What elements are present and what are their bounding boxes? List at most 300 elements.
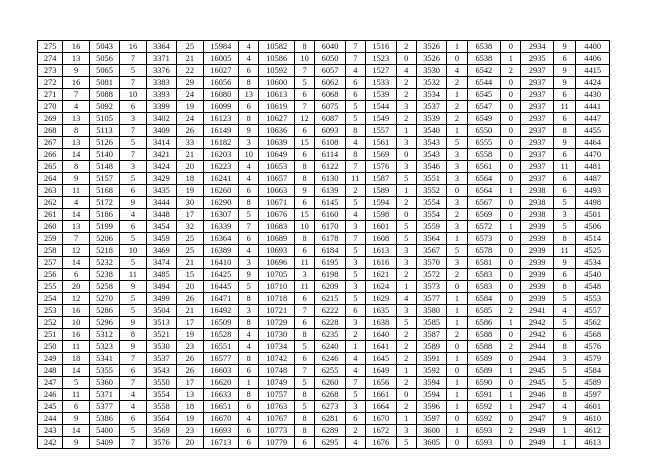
table-cell: 3587 — [416, 329, 446, 341]
table-cell: 3513 — [146, 317, 176, 329]
table-cell: 1 — [447, 293, 467, 305]
table-cell: 3 — [447, 149, 467, 161]
table-cell: 2947 — [521, 413, 554, 425]
table-cell: 1608 — [366, 233, 396, 245]
table-cell: 1561 — [366, 137, 396, 149]
table-cell: 10 — [120, 245, 146, 257]
table-cell: 6 — [294, 197, 314, 209]
table-cell: 6235 — [315, 329, 345, 341]
table-cell: 5 — [553, 293, 575, 305]
table-cell: 245 — [38, 401, 63, 413]
table-cell: 11 — [345, 173, 365, 185]
table-cell: 2939 — [521, 233, 554, 245]
table-cell: 4613 — [576, 437, 610, 449]
table-cell: 5360 — [89, 377, 119, 389]
table-cell: 8 — [345, 149, 365, 161]
table-cell: 6545 — [467, 89, 501, 101]
table-cell: 5 — [396, 221, 416, 233]
table-cell: 9 — [120, 197, 146, 209]
table-cell: 8 — [294, 413, 314, 425]
table-cell: 6170 — [315, 221, 345, 233]
table-cell: 6184 — [315, 245, 345, 257]
table-cell: 3 — [120, 113, 146, 125]
table-cell: 14 — [63, 425, 89, 437]
table-cell: 10689 — [259, 233, 295, 245]
table-cell: 1 — [553, 437, 575, 449]
table-cell: 5199 — [89, 221, 119, 233]
table-cell: 0 — [501, 329, 521, 341]
table-row — [38, 257, 610, 269]
table-cell: 8 — [294, 233, 314, 245]
table-cell: 9 — [553, 413, 575, 425]
table-cell: 6 — [294, 149, 314, 161]
table-cell: 1601 — [366, 221, 396, 233]
table-cell: 21 — [177, 149, 203, 161]
table-cell: 2938 — [521, 185, 554, 197]
table-cell: 2 — [396, 401, 416, 413]
table-row — [38, 245, 610, 257]
table-cell: 5323 — [89, 341, 119, 353]
table-row — [38, 269, 610, 281]
table-cell: 3504 — [146, 305, 176, 317]
table-cell: 2 — [501, 65, 521, 77]
table-cell: 4557 — [576, 305, 610, 317]
table-cell: 10663 — [259, 185, 295, 197]
table-cell: 7 — [63, 89, 89, 101]
table-cell: 10613 — [259, 89, 295, 101]
table-cell: 1672 — [366, 425, 396, 437]
table-cell: 272 — [38, 77, 63, 89]
table-cell: 3539 — [416, 113, 446, 125]
table-cell: 4 — [63, 101, 89, 113]
table-cell: 10676 — [259, 209, 295, 221]
table-cell: 3402 — [146, 113, 176, 125]
table-cell: 3 — [239, 257, 259, 269]
table-cell: 1 — [447, 41, 467, 53]
table-cell: 9 — [63, 173, 89, 185]
table-cell: 1 — [501, 53, 521, 65]
table-cell: 5 — [120, 257, 146, 269]
table-cell: 6578 — [467, 245, 501, 257]
table-cell: 5 — [553, 365, 575, 377]
table-cell: 3570 — [416, 257, 446, 269]
table-cell: 3550 — [146, 377, 176, 389]
table-cell: 1589 — [366, 185, 396, 197]
table-cell: 2937 — [521, 149, 554, 161]
table-cell: 10696 — [259, 257, 295, 269]
table-cell: 10627 — [259, 113, 295, 125]
table-cell: 3459 — [146, 233, 176, 245]
table-cell: 5140 — [89, 149, 119, 161]
table-cell: 260 — [38, 221, 63, 233]
table-cell: 242 — [38, 437, 63, 449]
table-cell: 0 — [501, 161, 521, 173]
table-cell: 4 — [239, 41, 259, 53]
table-cell: 10586 — [259, 53, 295, 65]
table-body — [38, 41, 610, 449]
table-cell: 1523 — [366, 53, 396, 65]
table-cell: 30 — [177, 197, 203, 209]
table-cell: 2 — [396, 89, 416, 101]
table-cell: 16633 — [203, 389, 239, 401]
table-cell: 3573 — [416, 281, 446, 293]
table-cell: 3521 — [146, 329, 176, 341]
table-cell: 9 — [294, 185, 314, 197]
table-cell: 32 — [177, 221, 203, 233]
table-cell: 273 — [38, 65, 63, 77]
table-cell: 2 — [396, 341, 416, 353]
table-cell: 6139 — [315, 185, 345, 197]
table-cell: 6586 — [467, 317, 501, 329]
table-cell: 6 — [294, 89, 314, 101]
table-cell: 3534 — [416, 89, 446, 101]
table-cell: 16 — [120, 41, 146, 53]
table-cell: 9 — [553, 41, 575, 53]
table-cell: 254 — [38, 293, 63, 305]
table-cell: 16670 — [203, 413, 239, 425]
table-cell: 6 — [294, 317, 314, 329]
table-cell: 259 — [38, 233, 63, 245]
table-cell: 5258 — [89, 281, 119, 293]
table-cell: 3526 — [416, 53, 446, 65]
table-cell: 3526 — [416, 41, 446, 53]
table-cell: 6558 — [467, 149, 501, 161]
table-cell: 246 — [38, 389, 63, 401]
table-cell: 2942 — [521, 317, 554, 329]
table-cell: 270 — [38, 101, 63, 113]
table-cell: 17 — [177, 317, 203, 329]
table-cell: 2 — [396, 377, 416, 389]
table-cell: 1 — [447, 89, 467, 101]
table-cell: 3564 — [416, 233, 446, 245]
table-cell: 6 — [120, 185, 146, 197]
table-cell: 1 — [501, 389, 521, 401]
table-cell: 10653 — [259, 161, 295, 173]
table-cell: 4562 — [576, 317, 610, 329]
table-cell: 4553 — [576, 293, 610, 305]
table-cell: 1676 — [366, 437, 396, 449]
table-cell: 0 — [501, 257, 521, 269]
table-cell: 2949 — [521, 437, 554, 449]
table-cell: 12 — [63, 245, 89, 257]
table-cell: 6122 — [315, 161, 345, 173]
table-cell: 3 — [294, 269, 314, 281]
table-cell: 4589 — [576, 377, 610, 389]
table-cell: 4579 — [576, 353, 610, 365]
table-cell: 6573 — [467, 233, 501, 245]
table-cell: 0 — [447, 53, 467, 65]
table-cell: 6130 — [315, 173, 345, 185]
table-cell: 16509 — [203, 317, 239, 329]
table-row — [38, 149, 610, 161]
table-cell: 7 — [120, 149, 146, 161]
table-cell: 8 — [239, 389, 259, 401]
table-cell: 5 — [447, 137, 467, 149]
table-cell: 0 — [501, 137, 521, 149]
table-cell: 10683 — [259, 221, 295, 233]
table-cell: 1613 — [366, 245, 396, 257]
table-cell: 3 — [345, 257, 365, 269]
table-cell: 6567 — [467, 197, 501, 209]
table-cell: 7 — [120, 125, 146, 137]
table-row — [38, 329, 610, 341]
table-cell: 2937 — [521, 65, 554, 77]
table-cell: 2 — [501, 305, 521, 317]
table-cell: 13 — [177, 389, 203, 401]
table-cell: 6289 — [315, 425, 345, 437]
table-cell: 5105 — [89, 113, 119, 125]
table-cell: 5355 — [89, 365, 119, 377]
table-cell: 6 — [553, 185, 575, 197]
table-cell: 4430 — [576, 89, 610, 101]
table-cell: 3 — [345, 221, 365, 233]
table-row — [38, 185, 610, 197]
table-row — [38, 161, 610, 173]
table-cell: 253 — [38, 305, 63, 317]
table-cell: 4415 — [576, 65, 610, 77]
table-cell: 1587 — [366, 173, 396, 185]
table-cell: 8 — [294, 173, 314, 185]
table-cell: 4 — [239, 245, 259, 257]
table-cell: 11 — [63, 185, 89, 197]
table-cell: 2939 — [521, 221, 554, 233]
table-row — [38, 401, 610, 413]
table-cell: 10710 — [259, 281, 295, 293]
table-cell: 20 — [177, 161, 203, 173]
table-cell: 3564 — [146, 413, 176, 425]
table-cell: 2945 — [521, 377, 554, 389]
table-cell: 16182 — [203, 137, 239, 149]
table-cell: 8 — [63, 125, 89, 137]
table-cell: 0 — [501, 269, 521, 281]
table-cell: 4597 — [576, 389, 610, 401]
table-cell: 2 — [345, 185, 365, 197]
table-cell: 13 — [63, 221, 89, 233]
table-cell: 2946 — [521, 389, 554, 401]
table-cell: 5 — [120, 305, 146, 317]
table-cell: 6050 — [315, 53, 345, 65]
table-cell: 5126 — [89, 137, 119, 149]
table-cell: 5386 — [89, 413, 119, 425]
table-cell: 9 — [553, 65, 575, 77]
table-cell: 0 — [447, 341, 467, 353]
table-cell: 6 — [553, 329, 575, 341]
table-row — [38, 293, 610, 305]
table-row — [38, 305, 610, 317]
table-cell: 3424 — [146, 161, 176, 173]
table-cell: 10734 — [259, 341, 295, 353]
table-cell: 7 — [345, 233, 365, 245]
table-cell: 5 — [553, 221, 575, 233]
table-cell: 2945 — [521, 365, 554, 377]
table-cell: 5168 — [89, 185, 119, 197]
table-cell: 0 — [396, 209, 416, 221]
table-cell: 244 — [38, 413, 63, 425]
table-cell: 4 — [345, 437, 365, 449]
table-cell: 16425 — [203, 269, 239, 281]
table-cell: 16123 — [203, 113, 239, 125]
data-table — [37, 40, 610, 449]
table-cell: 13 — [63, 113, 89, 125]
table-cell: 4 — [345, 65, 365, 77]
table-cell: 4 — [239, 53, 259, 65]
table-cell: 4534 — [576, 257, 610, 269]
table-cell: 18 — [63, 353, 89, 365]
table-cell: 5341 — [89, 353, 119, 365]
table-cell: 5043 — [89, 41, 119, 53]
table-cell: 6542 — [467, 65, 501, 77]
table-cell: 0 — [501, 281, 521, 293]
table-cell: 15 — [294, 137, 314, 149]
table-cell: 0 — [501, 233, 521, 245]
table-cell: 7 — [294, 101, 314, 113]
table-cell: 2938 — [521, 209, 554, 221]
table-cell: 15 — [294, 209, 314, 221]
table-cell: 4506 — [576, 221, 610, 233]
table-cell: 6593 — [467, 425, 501, 437]
table-cell: 3 — [396, 101, 416, 113]
table-cell: 4584 — [576, 365, 610, 377]
table-row — [38, 221, 610, 233]
table-cell: 11 — [553, 245, 575, 257]
table-cell: 1 — [345, 341, 365, 353]
table-cell: 3 — [120, 161, 146, 173]
table-cell: 3421 — [146, 149, 176, 161]
table-cell: 1 — [447, 425, 467, 437]
table-cell: 4514 — [576, 233, 610, 245]
table-cell: 2 — [396, 353, 416, 365]
table-cell: 3543 — [416, 149, 446, 161]
table-cell: 5 — [239, 209, 259, 221]
table-row — [38, 101, 610, 113]
table-cell: 6108 — [315, 137, 345, 149]
table-cell: 4487 — [576, 173, 610, 185]
table-cell: 0 — [447, 413, 467, 425]
table-cell: 6093 — [315, 125, 345, 137]
table-cell: 1638 — [366, 317, 396, 329]
table-cell: 3 — [447, 173, 467, 185]
table-cell: 16651 — [203, 401, 239, 413]
table-cell: 1670 — [366, 413, 396, 425]
table-cell: 8 — [294, 161, 314, 173]
table-cell: 13 — [63, 137, 89, 149]
table-cell: 3 — [239, 305, 259, 317]
table-cell: 3 — [447, 197, 467, 209]
table-cell: 2937 — [521, 137, 554, 149]
table-cell: 5 — [120, 233, 146, 245]
table-cell: 4 — [239, 329, 259, 341]
table-cell: 1 — [447, 317, 467, 329]
table-cell: 6 — [294, 437, 314, 449]
table-cell: 3532 — [416, 77, 446, 89]
table-cell: 2942 — [521, 329, 554, 341]
table-cell: 1 — [396, 365, 416, 377]
table-cell: 6 — [239, 401, 259, 413]
table-cell: 4400 — [576, 41, 610, 53]
table-cell: 6 — [63, 401, 89, 413]
table-cell: 1635 — [366, 305, 396, 317]
table-cell: 6 — [345, 89, 365, 101]
table-cell: 249 — [38, 353, 63, 365]
table-cell: 14 — [63, 209, 89, 221]
table-cell: 3383 — [146, 77, 176, 89]
table-cell: 12 — [63, 293, 89, 305]
table-cell: 3537 — [146, 353, 176, 365]
table-cell: 2938 — [521, 197, 554, 209]
table-cell: 3591 — [416, 353, 446, 365]
table-cell: 6195 — [315, 257, 345, 269]
table-cell: 2 — [345, 425, 365, 437]
table-cell: 10636 — [259, 125, 295, 137]
table-cell: 6240 — [315, 341, 345, 353]
table-cell: 14 — [63, 365, 89, 377]
table-cell: 9 — [239, 269, 259, 281]
table-cell: 16223 — [203, 161, 239, 173]
table-cell: 5206 — [89, 233, 119, 245]
table-cell: 5409 — [89, 437, 119, 449]
table-cell: 16 — [63, 305, 89, 317]
table-cell: 8 — [553, 125, 575, 137]
table-cell: 262 — [38, 197, 63, 209]
table-cell: 3 — [553, 353, 575, 365]
table-row — [38, 413, 610, 425]
table-cell: 0 — [501, 437, 521, 449]
table-cell: 5 — [345, 293, 365, 305]
table-cell: 1 — [396, 185, 416, 197]
table-cell: 6584 — [467, 293, 501, 305]
table-cell: 6114 — [315, 149, 345, 161]
table-cell: 268 — [38, 125, 63, 137]
table-cell: 5 — [345, 245, 365, 257]
table-cell: 16577 — [203, 353, 239, 365]
table-cell: 1557 — [366, 125, 396, 137]
table-cell: 6087 — [315, 113, 345, 125]
table-cell: 2 — [396, 269, 416, 281]
table-cell: 0 — [447, 185, 467, 197]
table-cell: 1 — [447, 353, 467, 365]
table-cell: 5 — [553, 317, 575, 329]
table-cell: 21 — [177, 257, 203, 269]
table-cell: 2941 — [521, 305, 554, 317]
table-cell: 3585 — [416, 317, 446, 329]
table-cell: 6 — [294, 353, 314, 365]
table-cell: 4548 — [576, 281, 610, 293]
table-cell: 10779 — [259, 437, 295, 449]
table-cell: 5092 — [89, 101, 119, 113]
table-cell: 252 — [38, 317, 63, 329]
table-cell: 0 — [501, 209, 521, 221]
table-cell: 0 — [501, 101, 521, 113]
table-cell: 6255 — [315, 365, 345, 377]
table-cell: 2944 — [521, 353, 554, 365]
table-row — [38, 89, 610, 101]
table-cell: 3 — [396, 425, 416, 437]
table-cell: 6572 — [467, 221, 501, 233]
table-cell: 3551 — [416, 173, 446, 185]
table-cell: 8 — [120, 329, 146, 341]
table-cell: 6 — [239, 425, 259, 437]
table-cell: 16307 — [203, 209, 239, 221]
table-cell: 6 — [239, 437, 259, 449]
table-cell: 11 — [553, 101, 575, 113]
table-cell: 16551 — [203, 341, 239, 353]
table-cell: 14 — [63, 149, 89, 161]
table-cell: 1621 — [366, 269, 396, 281]
table-cell: 3554 — [416, 197, 446, 209]
table-cell: 8 — [294, 389, 314, 401]
table-cell: 5 — [120, 425, 146, 437]
table-cell: 274 — [38, 53, 63, 65]
